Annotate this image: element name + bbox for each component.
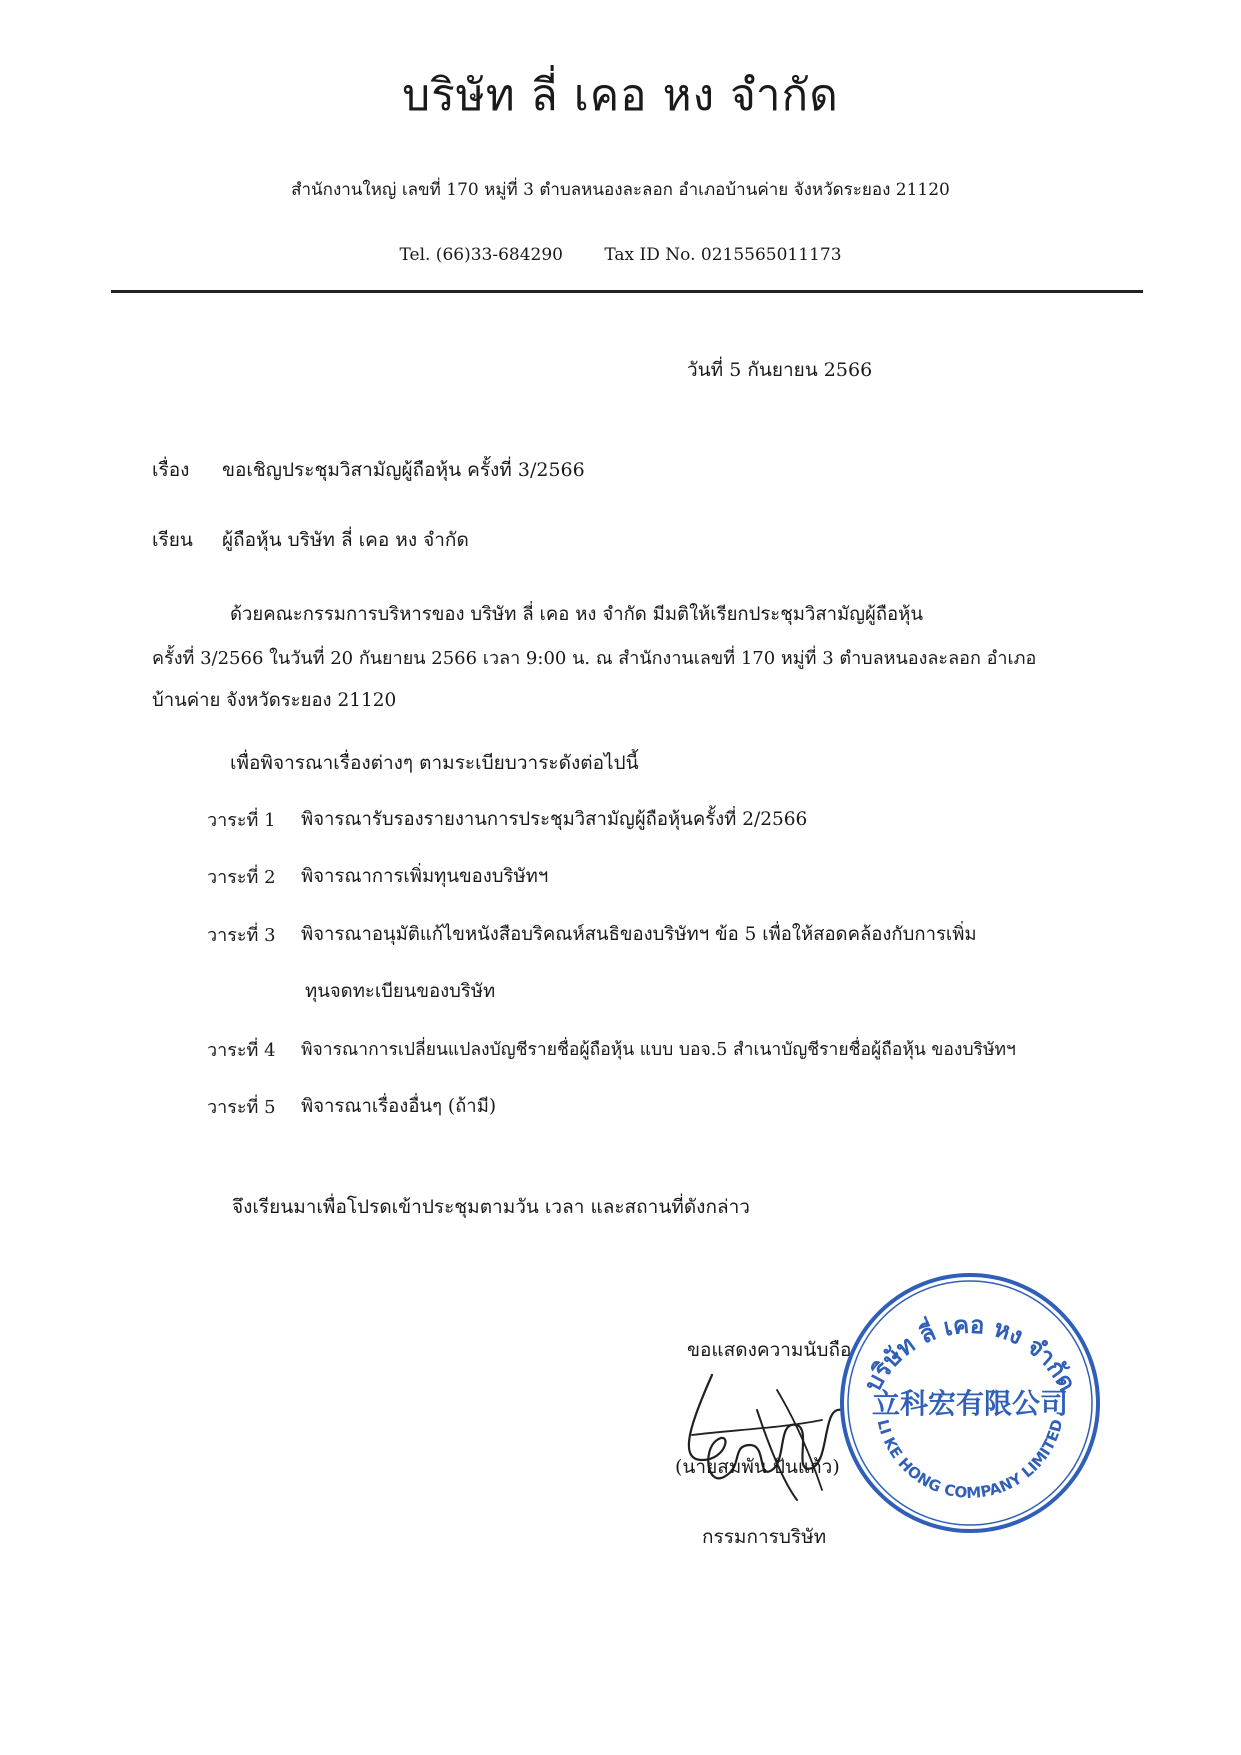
recipient-text: ผู้ถือหุ้น บริษัท ลี่ เคอ หง จำกัด	[222, 529, 469, 551]
agenda-1-text: พิจารณารับรองรายงานการประชุมวิสามัญผู้ถือหุ้นครั้งที่ 2/2566	[301, 809, 808, 830]
telephone-number: Tel. (66)33-684290	[399, 245, 563, 265]
agenda-4-text: พิจารณาการเปลี่ยนแปลงบัญชีรายชื่อผู้ถือหุ้น แบบ บอจ.5 สำเนาบัญชีรายชื่อผู้ถือหุ้น ของบริษัทฯ	[301, 1040, 1016, 1060]
stamp-bottom-text: LI KE HONG COMPANY LIMITED	[873, 1417, 1067, 1502]
company-name: บริษัท ลี่ เคอ หง จำกัด	[402, 70, 839, 121]
agenda-intro: เพื่อพิจารณาเรื่องต่างๆ ตามระเบียบวาระดังต่อไปนี้	[230, 752, 639, 774]
agenda-4-number: วาระที่ 4	[207, 1040, 276, 1061]
closing-sentence: จึงเรียนมาเพื่อโปรดเข้าประชุมตามวัน เวลา และสถานที่ดังกล่าว	[232, 1196, 750, 1218]
signer-name: (นายสมพัน ปันแก้ว)	[675, 1456, 840, 1478]
agenda-5-text: พิจารณาเรื่องอื่นๆ (ถ้ามี)	[301, 1096, 497, 1117]
agenda-2-number: วาระที่ 2	[207, 867, 276, 888]
company-contact	[0, 245, 1241, 265]
recipient-label: เรียน	[152, 529, 193, 551]
subject-label: เรื่อง	[152, 459, 190, 481]
stamp-top-text: บริษัท ลี่ เคอ หง จำกัด	[857, 1309, 1083, 1396]
tax-id: Tax ID No. 0215565011173	[604, 245, 842, 265]
agenda-3-text-continued: ทุนจดทะเบียนของบริษัท	[305, 981, 496, 1002]
body-line-2: ครั้งที่ 3/2566 ในวันที่ 20 กันยายน 2566 เวลา 9:00 น. ณ สำนักงานเลขที่ 170 หมู่ที่ 3 ตำบลหนองละลอก อำเภอ	[152, 648, 1037, 669]
body-line-3: บ้านค่าย จังหวัดระยอง 21120	[152, 690, 397, 711]
letter-date: วันที่ 5 กันยายน 2566	[687, 359, 873, 381]
stamp-center-text: 立科宏有限公司	[871, 1387, 1069, 1420]
agenda-5-number: วาระที่ 5	[207, 1097, 276, 1118]
agenda-3-number: วาระที่ 3	[207, 925, 276, 946]
company-address: สำนักงานใหญ่ เลขที่ 170 หมู่ที่ 3 ตำบลหนองละลอก อำเภอบ้านค่าย จังหวัดระยอง 21120	[291, 180, 950, 200]
agenda-3-text: พิจารณาอนุมัติแก้ไขหนังสือบริคณห์สนธิของบริษัทฯ ข้อ 5 เพื่อให้สอดคล้องกับการเพิ่ม	[301, 924, 977, 945]
agenda-1-number: วาระที่ 1	[207, 810, 276, 831]
regards-text: ขอแสดงความนับถือ	[687, 1339, 852, 1361]
agenda-2-text: พิจารณาการเพิ่มทุนของบริษัทฯ	[301, 866, 549, 887]
body-line-1: ด้วยคณะกรรมการบริหารของ บริษัท ลี่ เคอ หง จำกัด มีมติให้เรียกประชุมวิสามัญผู้ถือหุ้น	[230, 604, 923, 625]
signer-position: กรรมการบริษัท	[702, 1526, 827, 1548]
company-stamp	[830, 1263, 1110, 1543]
subject-text: ขอเชิญประชุมวิสามัญผู้ถือหุ้น ครั้งที่ 3/2566	[222, 459, 585, 481]
header-divider	[111, 290, 1143, 293]
